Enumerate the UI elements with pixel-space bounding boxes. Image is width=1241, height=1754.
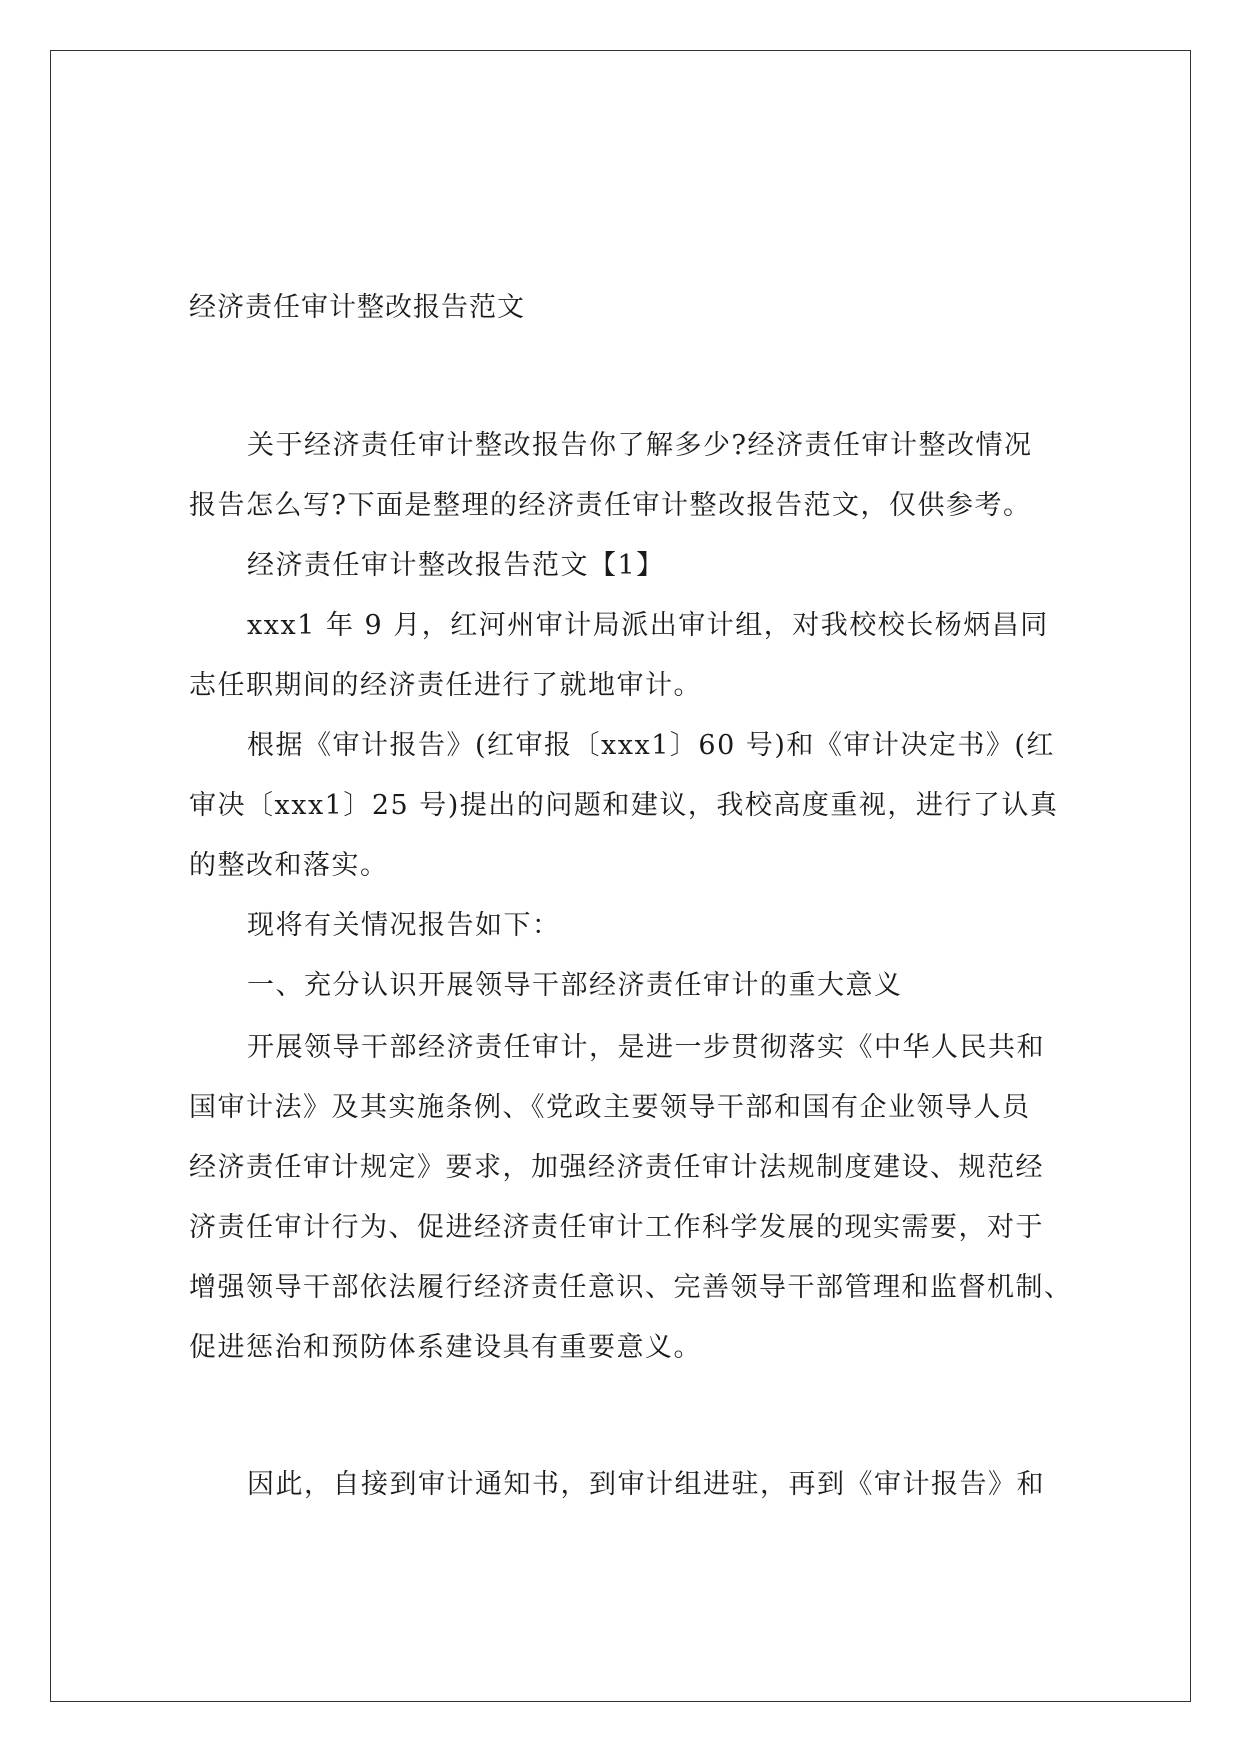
paragraph-line: 开展领导干部经济责任审计，是进一步贯彻落实《中华人民共和 bbox=[247, 1032, 1045, 1063]
paragraph-line: 济责任审计行为、促进经济责任审计工作科学发展的现实需要，对于 bbox=[189, 1212, 1044, 1243]
paragraph-line: 审决〔xxx1〕25 号)提出的问题和建议，我校高度重视，进行了认真 bbox=[189, 790, 1059, 821]
paragraph-line: 现将有关情况报告如下： bbox=[247, 910, 561, 941]
paragraph-line: 根据《审计报告》(红审报〔xxx1〕60 号)和《审计决定书》(红 bbox=[247, 730, 1055, 761]
section-heading: 一、充分认识开展领导干部经济责任审计的重大意义 bbox=[247, 970, 903, 1001]
paragraph-line: 关于经济责任审计整改报告你了解多少?经济责任审计整改情况 bbox=[247, 430, 1033, 461]
paragraph-line: 增强领导干部依法履行经济责任意识、完善领导干部管理和监督机制、 bbox=[189, 1272, 1073, 1303]
paragraph-line: 因此，自接到审计通知书，到审计组进驻，再到《审计报告》和 bbox=[247, 1469, 1045, 1500]
section-heading: 经济责任审计整改报告范文【1】 bbox=[247, 550, 665, 581]
paragraph-line: 促进惩治和预防体系建设具有重要意义。 bbox=[189, 1332, 702, 1363]
paragraph-line: xxx1 年 9 月，红河州审计局派出审计组，对我校校长杨炳昌同 bbox=[247, 610, 1049, 641]
paragraph-line: 的整改和落实。 bbox=[189, 850, 389, 881]
paragraph-line: 经济责任审计规定》要求，加强经济责任审计法规制度建设、规范经 bbox=[189, 1152, 1044, 1183]
paragraph-line: 志任职期间的经济责任进行了就地审计。 bbox=[189, 670, 702, 701]
paragraph-line: 报告怎么写?下面是整理的经济责任审计整改报告范文，仅供参考。 bbox=[189, 490, 1032, 521]
document-title: 经济责任审计整改报告范文 bbox=[189, 292, 525, 323]
paragraph-line: 国审计法》及其实施条例、《党政主要领导干部和国有企业领导人员 bbox=[189, 1092, 1031, 1123]
